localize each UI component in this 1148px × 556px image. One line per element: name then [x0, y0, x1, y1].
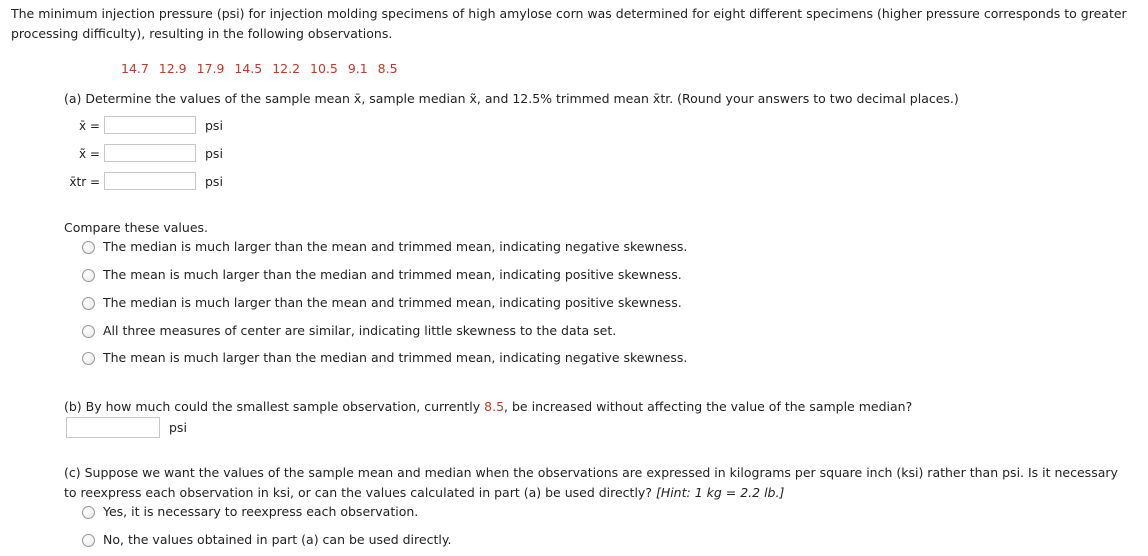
smallest-observation-value: 8.5	[484, 399, 505, 414]
option-label: The mean is much larger than the median and trimmed mean, indicating positive skewness.	[103, 267, 682, 282]
radio-button[interactable]	[82, 269, 95, 282]
trimmed-mean-label: x̄tr =	[69, 175, 100, 189]
observations-list: 14.7 12.9 17.9 14.5 12.2 10.5 9.1 8.5	[121, 61, 398, 76]
compare-prompt: Compare these values.	[64, 220, 208, 235]
radio-button[interactable]	[82, 534, 95, 547]
part-c-hint: [Hint: 1 kg = 2.2 lb.]	[655, 485, 785, 500]
trimmed-mean-input[interactable]	[104, 172, 196, 190]
part-c-text: (c) Suppose we want the values of the sample mean and median when the observations are expressed in kilograms per square inch (ksi) rather than psi. Is it necessary to reexpress each observation in ksi, or can the values calculated in part (a) be used directly?	[64, 465, 1118, 500]
radio-button[interactable]	[82, 241, 95, 254]
option-label: All three measures of center are similar, indicating little skewness to the data set.	[103, 323, 617, 338]
part-a-question: (a) Determine the values of the sample mean x̄, sample median x̃, and 12.5% trimmed mean x̄tr. (Round your answers to two decimal places.)	[64, 91, 959, 106]
radio-button[interactable]	[82, 325, 95, 338]
part-b-question	[64, 399, 912, 414]
part-c-question	[64, 463, 1134, 503]
median-row	[60, 144, 260, 166]
option-label: The median is much larger than the mean and trimmed mean, indicating negative skewness.	[103, 239, 688, 254]
option-label: Yes, it is necessary to reexpress each observation.	[103, 504, 419, 519]
trimmed-mean-row	[60, 172, 260, 194]
median-unit: psi	[205, 146, 223, 161]
mean-input[interactable]	[104, 116, 196, 134]
option-label: The median is much larger than the mean and trimmed mean, indicating positive skewness.	[103, 295, 682, 310]
radio-button[interactable]	[82, 297, 95, 310]
radio-button[interactable]	[82, 352, 95, 365]
problem-intro: The minimum injection pressure (psi) for injection molding specimens of high amylose corn was determined for eight different specimens (higher pressure corresponds to greater processing difficulty), resulting in the following observations.	[11, 6, 1127, 41]
trimmed-mean-unit: psi	[205, 174, 223, 189]
option-label: The mean is much larger than the median and trimmed mean, indicating negative skewness.	[103, 350, 688, 365]
radio-button[interactable]	[82, 506, 95, 519]
increase-amount-input[interactable]	[66, 417, 160, 438]
part-b-text-start: (b) By how much could the smallest sample observation, currently	[64, 399, 485, 414]
median-label: x̃ =	[79, 147, 100, 161]
increase-amount-unit: psi	[169, 420, 187, 435]
mean-row	[60, 116, 260, 138]
mean-label: x̄ =	[79, 119, 100, 133]
mean-unit: psi	[205, 118, 223, 133]
option-label: No, the values obtained in part (a) can be used directly.	[103, 532, 452, 547]
median-input[interactable]	[104, 144, 196, 162]
part-b-text-end: , be increased without affecting the value of the sample median?	[504, 399, 913, 414]
